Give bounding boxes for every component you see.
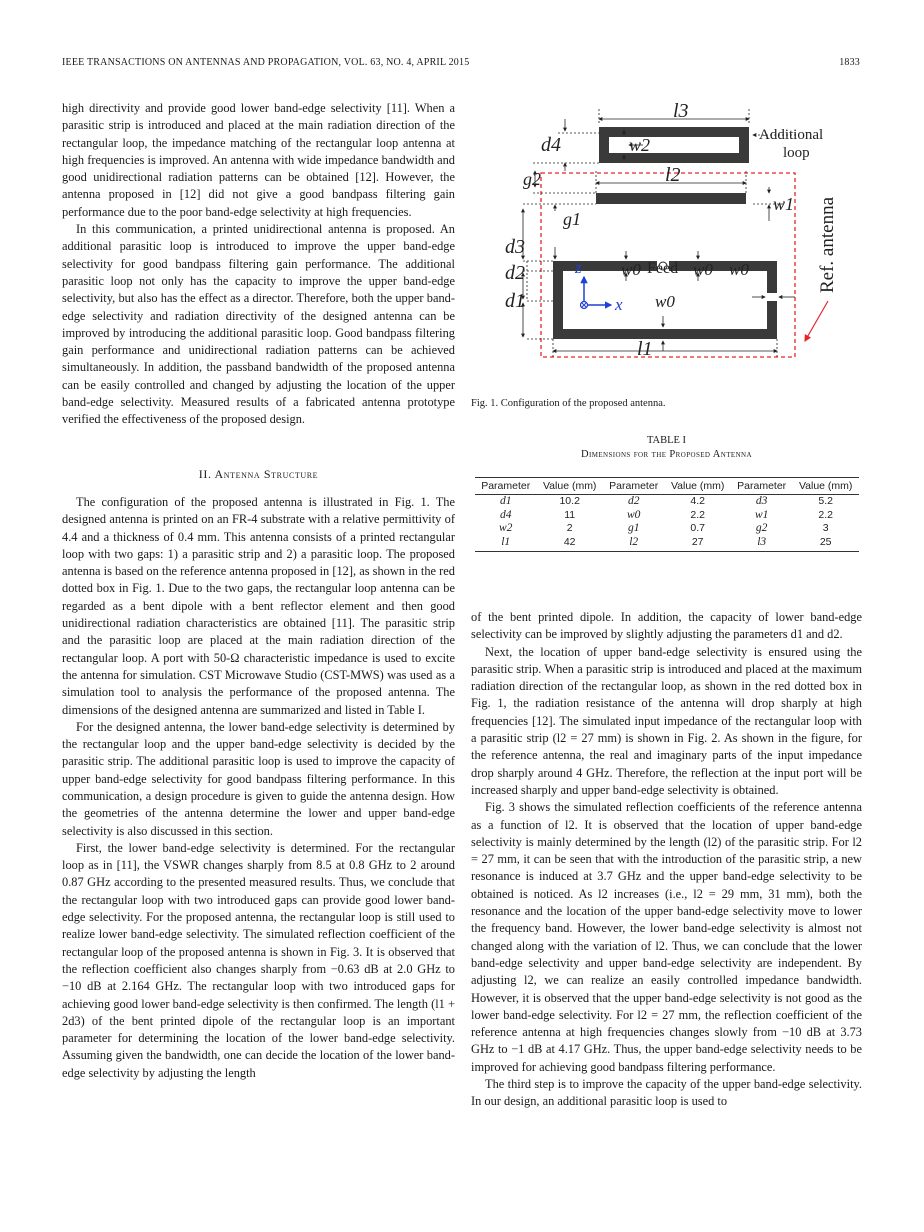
table-header-row: [475, 478, 859, 495]
figure-caption: Fig. 1. Configuration of the proposed antenna.: [471, 398, 666, 409]
label-d1: d1: [505, 290, 525, 312]
table-row: [475, 495, 859, 509]
parasitic-strip: [596, 193, 746, 204]
value-cell: 25: [792, 536, 859, 552]
value-cell: 5.2: [818, 495, 833, 507]
value-cell: 0.7: [690, 522, 705, 534]
antenna-configuration-figure: [483, 101, 861, 384]
parameter-cell: g2: [755, 522, 768, 534]
label-l1: l1: [637, 338, 653, 360]
value-cell: 10.2: [559, 495, 580, 507]
left-column: [62, 100, 455, 1082]
paragraph-intro-2: In this communication, a printed unidirectional antenna is proposed. An additional parasitic loop is introduced to improve the upper band-edge selectivity for good bandpass filtering gain performance. The additional parasitic loop not only has the capacity to improve the upper band-edge selectivity, but also has the effect as a director. Therefore, both the upper band-edge selectivity and radiation directivity of the designed antenna can be improved by introducing the additional parasitic loop. Good bandpass filtering gain performance and unidirectional radiation patterns can be achieved simultaneously. In addition, the passband bandwidth of the proposed antenna can be easily controlled and changed by adjusting the location of the upper band-edge selectivity. Measured results of a fabricated antenna prototype verified the effectiveness of the proposed design.: [62, 222, 455, 427]
paragraph-structure-2: For the designed antenna, the lower band-edge selectivity is determined by the rectangular loop and the upper band-edge selectivity is decided by the parasitic strip. The additional parasitic loop is used to improve the capacity of upper band-edge selectivity for good bandpass filtering performance. In this communication, a design procedure is given to guide the antenna design. How the geometries of the antenna determine the lower and upper band-edge selectivity is also discussed in this section.: [62, 719, 455, 838]
value-cell: 42: [536, 536, 603, 552]
label-d4: d4: [541, 134, 561, 156]
table-header: Parameter: [731, 478, 792, 495]
parameter-cell: l1: [475, 536, 536, 552]
label-ref-antenna: Ref. antenna: [817, 196, 838, 293]
table-header: Parameter: [475, 478, 536, 495]
parameter-cell: l2: [603, 536, 664, 552]
parameter-cell: d2: [627, 495, 640, 507]
label-loop: loop: [783, 145, 810, 161]
parameter-cell: g1: [627, 522, 640, 534]
paragraph-fig3: Fig. 3 shows the simulated reflection coefficients of the reference antenna as a function of l2. It is observed that the location of upper band-edge selectivity is mainly determined by the length (l2) of the parasitic strip. For l2 = 27 mm, it can be seen that with the introduction of the parasitic strip, a new resonance is induced at 3.7 GHz and the upper band-edge selectivity to be obtained is noticed. As l2 increases (i.e., l2 = 29 mm, 31 mm), both the resonance and the location of the upper band-edge selectivity move to lower the frequency band. However, the lower band-edge selectivity is almost not changed along with the variation of l2. Thus, we can conclude that the lower band-edge selectivity and upper band-edge selectivity are independent. By adjusting l2, we can realize an easily controlled impedance bandwidth. However, it is observed that the upper band-edge selectivity is not good as the lower band-edge selectivity. For l2 = 27 mm, the reflection coefficient of the reference antenna at high frequencies changes slowly from −10 dB at 3.73 GHz to −1 dB at 4.17 GHz. Thus, the upper band-edge selectivity needs to be improved for achieving good bandpass filtering performance.: [471, 800, 862, 1074]
value-cell: 4.2: [690, 495, 705, 507]
paragraph-structure-1: The configuration of the proposed antenna is illustrated in Fig. 1. The designed antenna is printed on an FR-4 substrate with a relative permittivity of 4.4 and a thickness of 0.4 mm. This antenna consists of a printed rectangular loop with two gaps: 1) a parasitic strip and 2) a parasitic loop. The proposed antenna is based on the reference antenna proposed in [12], as shown in the red dotted box in Fig. 1. Due to the two gaps, the rectangular loop antenna can be regarded as a bent dipole with a bent reflector element and then good unidirectional radiation characteristics are obtained [11]. The parasitic strip and the parasitic loop are placed at the main radiation direction of the rectangular loop. A port with 50-Ω characteristic impedance is used to excite the antenna for simulation. CST Microwave Studio (CST-MWS) was used as a simulation tool to analysis the performance of the proposed antenna. The dimensions of the designed antenna are summarized and listed in Table I.: [62, 494, 455, 717]
table-row: [475, 509, 859, 523]
value-cell: 2.2: [818, 508, 833, 521]
table-header: Value (mm): [536, 478, 603, 495]
table-header: Parameter: [603, 478, 664, 495]
value-cell: 27: [664, 536, 731, 552]
table-row: [475, 522, 859, 536]
value-cell: 2.2: [690, 508, 705, 521]
parameter-cell: d3: [755, 495, 768, 507]
label-w0-left: w0: [621, 260, 641, 279]
table-header: Value (mm): [664, 478, 731, 495]
parameter-cell: w2: [498, 522, 513, 534]
parameter-cell: w0: [626, 508, 641, 521]
table-header: Value (mm): [792, 478, 859, 495]
paragraph-next: Next, the location of upper band-edge selectivity is ensured using the parasitic strip. When a parasitic strip is introduced and placed at the maximum radiation direction of the rectangular loop, as shown in the red dotted box in Fig. 1, the radiation resistance of the antenna will drop sharply at high frequencies [12]. The simulated input impedance of the rectangular loop with a parasitic strip (l2 = 27 mm) is shown in Fig. 2. As shown in the figure, for the reference antenna, the real and imaginary parts of the input impedance drop sharply around 4 GHz. Therefore, the reflection at the input port will be increased sharply and upper band-edge selectivity is obtained.: [471, 644, 862, 797]
section-title: II. Antenna Structure: [198, 466, 319, 481]
label-w2: w2: [629, 135, 651, 155]
coordinate-axes: [581, 277, 612, 309]
table-caption: Dimensions for the Proposed Antenna: [581, 449, 752, 460]
table-number: TABLE I: [646, 435, 687, 446]
label-g1: g1: [563, 209, 581, 229]
label-w0-right: w0: [729, 260, 749, 279]
label-additional: Additional: [759, 127, 824, 143]
label-d2: d2: [505, 262, 525, 284]
parameter-cell: l3: [731, 536, 792, 552]
label-w0-bottom: w0: [655, 292, 675, 311]
page-number: 1833: [839, 57, 860, 68]
paragraph-continued: of the bent printed dipole. In addition, the capacity of lower band-edge selectivity can be improved by slightly adjusting the parameters d1 and d2.: [471, 610, 862, 642]
label-axis-x: x: [615, 295, 623, 314]
label-axis-z: z: [575, 258, 582, 277]
paragraph-structure-3: First, the lower band-edge selectivity is determined. For the rectangular loop as in [11], the VSWR changes sharply from 8.5 at 0.8 GHz to 2 around 0.87 GHz according to the presented measured results. Thus, we conclude that the rectangular loop with two introduced gaps can provide good lower band-edge selectivity. For the proposed antenna, the rectangular loop is still used to realize lower band-edge selectivity. The simulated reflection coefficient of the rectangular loop of the proposed antenna is shown in Fig. 3. It is observed that the reflection coefficient also changes sharply from −0.63 dB at 2.0 GHz to −10 dB at 2.164 GHz. The rectangular loop with two introduced gaps for achieving good lower band-edge selectivity is then confirmed. The length (l1 + 2d3) of the bent printed dipole of the rectangular loop is an important parameter for determining the location of the lower band-edge selectivity. Assuming given the bandwidth, one can decide the location of the lower band-edge selectivity by adjusting the length: [62, 840, 455, 1080]
journal-header: IEEE TRANSACTIONS ON ANTENNAS AND PROPAGATION, VOL. 63, NO. 4, APRIL 2015: [62, 57, 470, 68]
label-feed: Feed: [647, 260, 679, 277]
label-g2: g2: [523, 169, 541, 189]
label-d3: d3: [505, 236, 525, 258]
value-cell: 11: [564, 508, 576, 521]
ref-antenna-arrow: [805, 301, 828, 341]
dimensions-table: [475, 477, 859, 552]
value-cell: 3: [822, 522, 829, 534]
parameter-cell: d1: [499, 495, 512, 507]
right-column: [471, 609, 862, 1111]
table-title: [471, 434, 862, 462]
parameter-cell: w1: [754, 508, 769, 521]
paragraph-third-step: The third step is to improve the capacity of the upper band-edge selectivity. In our design, an additional parasitic loop is used to: [471, 1077, 862, 1109]
label-l3: l3: [673, 101, 689, 122]
parameter-cell: d4: [499, 508, 512, 521]
label-w0-mid: w0: [693, 260, 713, 279]
label-w1: w1: [773, 194, 795, 214]
table-row: [475, 536, 859, 552]
additional-parasitic-loop: [599, 127, 749, 163]
label-l2: l2: [665, 164, 681, 186]
value-cell: 2: [566, 522, 573, 534]
paragraph-intro-continued: high directivity and provide good lower band-edge selectivity [11]. When a parasitic strip is introduced and placed at the main radiation direction of the rectangular loop, the impedance matching of the rectangular loop antenna at high frequencies is improved. An antenna with wide impedance bandwidth and good unidirectional radiation patterns can be obtained [12]. However, the antenna proposed in [12] did not give a good bandpass filtering gain performance due to the poor band-edge selectivity at high frequencies.: [62, 101, 455, 219]
